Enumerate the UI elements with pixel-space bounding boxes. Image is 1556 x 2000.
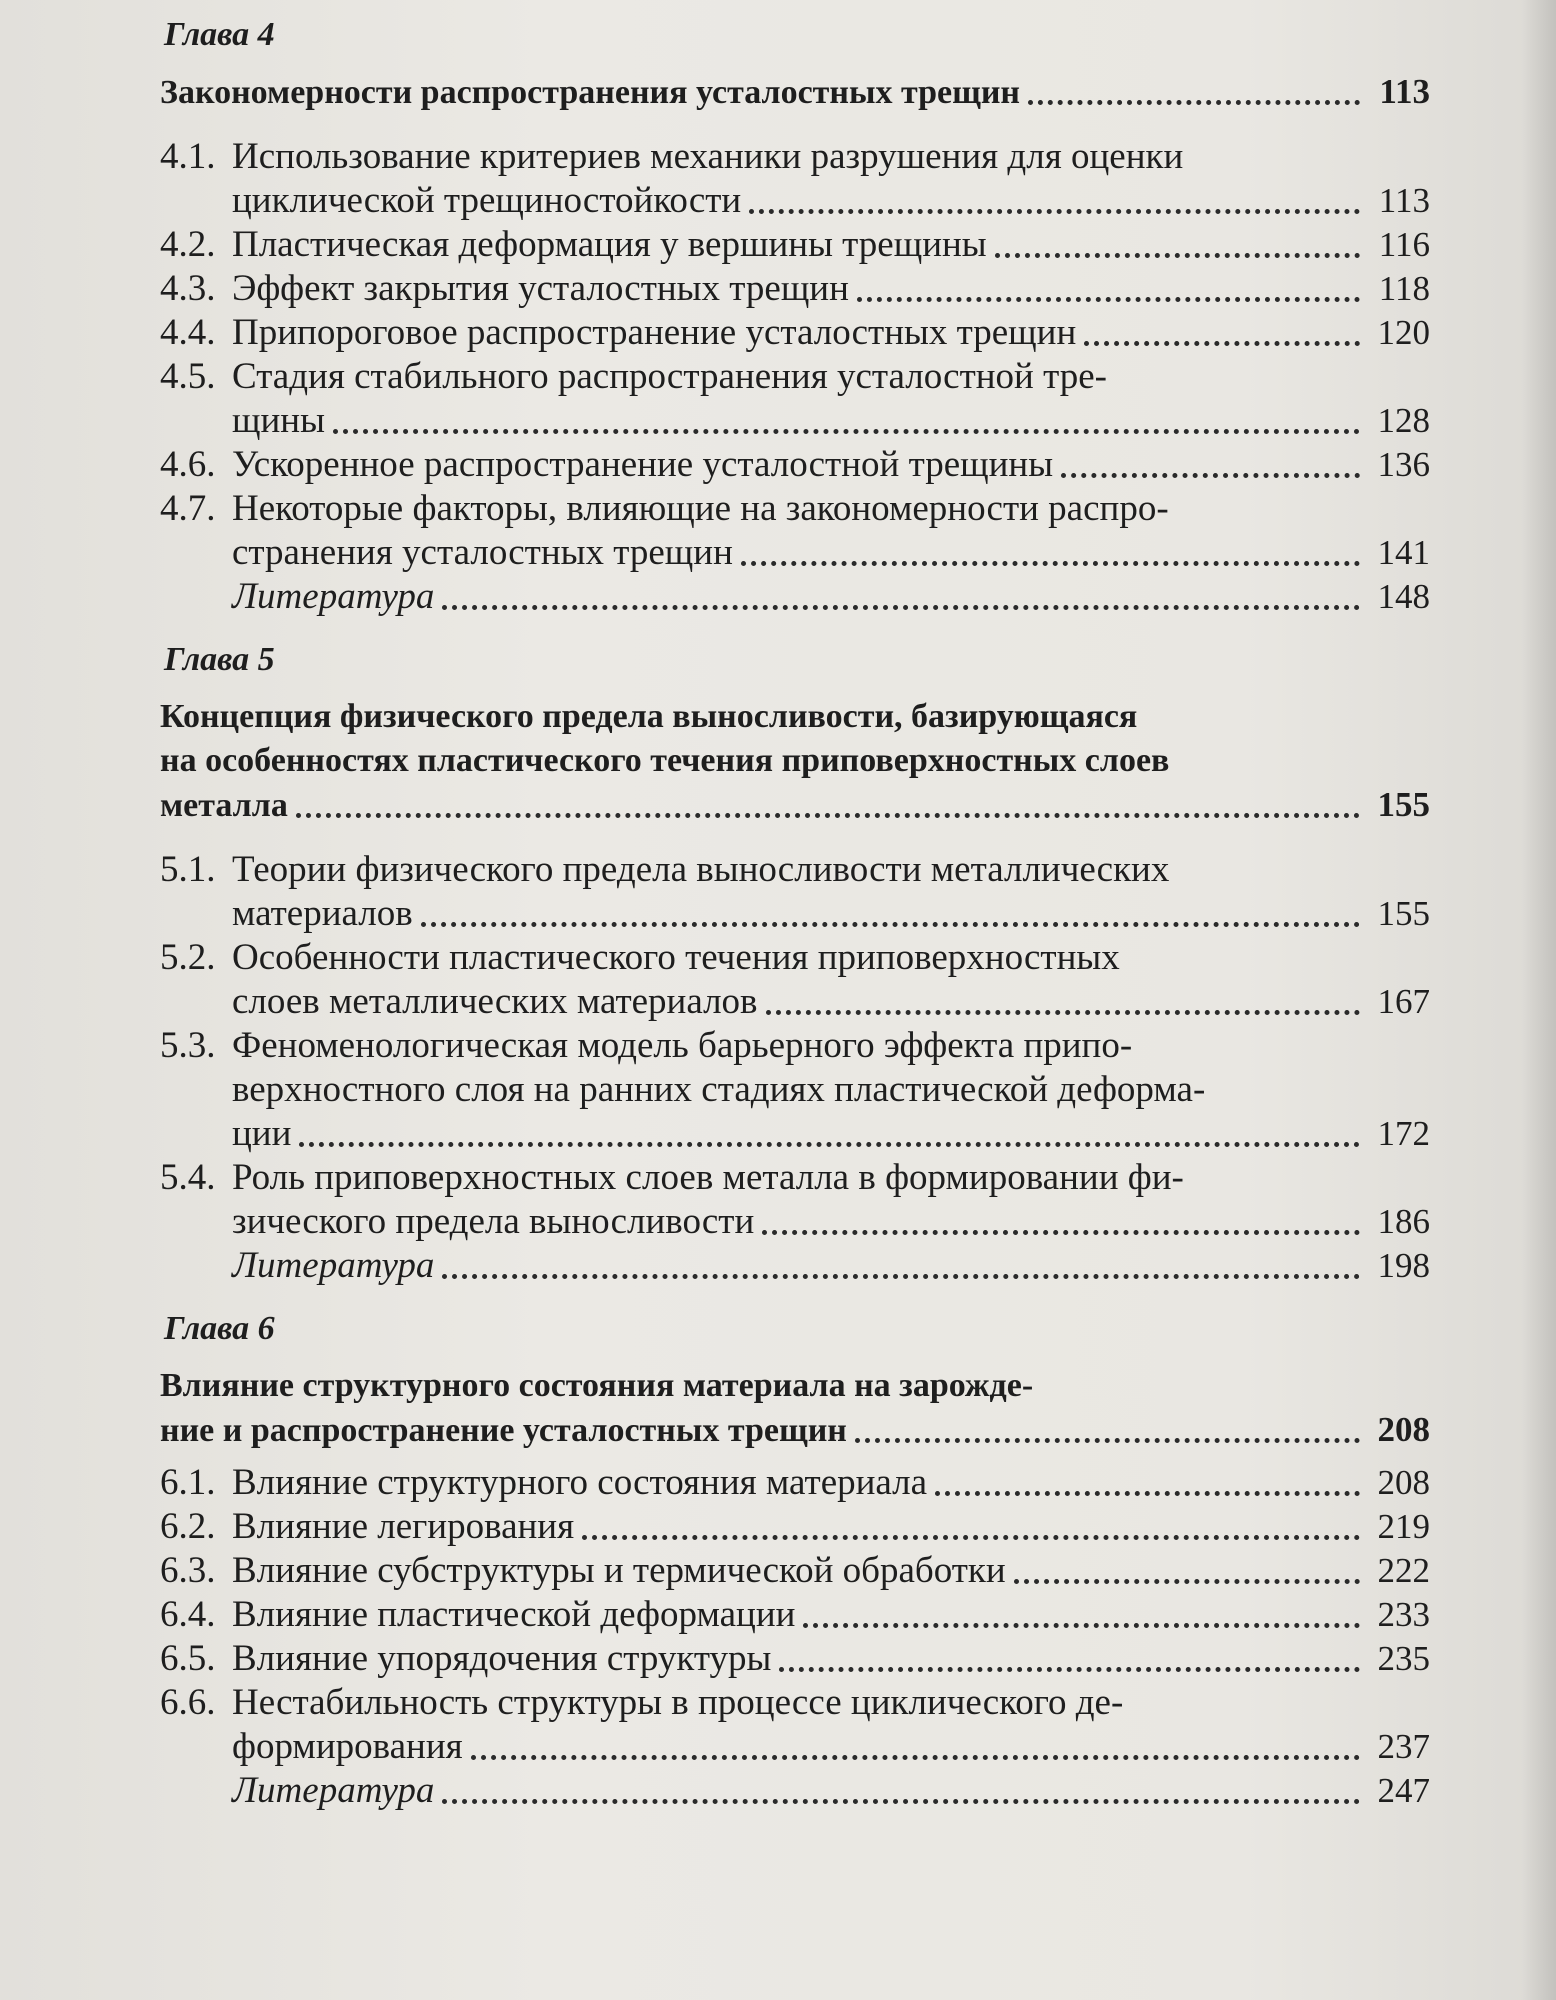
toc-entry: [160, 355, 1430, 399]
toc-entry-continuation: [160, 399, 1430, 443]
section-title: Стадия стабильного распространения усталостной тре-: [232, 356, 1107, 397]
chapter-title-line: [160, 1364, 1430, 1408]
table-of-contents: [160, 14, 1430, 1813]
toc-entry-continuation: [160, 1200, 1430, 1244]
leader-dots: [1061, 473, 1360, 478]
toc-entry: [160, 1637, 1430, 1681]
toc-entry: [160, 223, 1430, 267]
leader-dots: [471, 1755, 1360, 1760]
section-title: верхностного слоя на ранних стадиях пластической деформа-: [232, 1069, 1206, 1110]
page-number: 237: [1377, 1727, 1430, 1766]
page-number: 113: [1379, 72, 1430, 111]
toc-literature-entry: [160, 1769, 1430, 1813]
page-number: 113: [1378, 181, 1430, 220]
leader-dots: [421, 922, 1360, 927]
toc-entry: [160, 487, 1430, 531]
section-title: Ускоренное распространение усталостной трещины: [232, 444, 1054, 485]
section-title: циклической трещиностойкости: [232, 180, 742, 221]
section-title: материалов: [232, 893, 413, 934]
chapter-title: Концепция физического предела выносливости, базирующаяся: [160, 698, 1138, 735]
toc-entry: [160, 1156, 1430, 1200]
leader-dots: [749, 209, 1360, 214]
leader-dots: [442, 1799, 1360, 1804]
chapter-title-line: [160, 1408, 1430, 1453]
section-title: Влияние легирования: [232, 1506, 575, 1547]
section-title: Особенности пластического течения приповерхностных: [232, 937, 1120, 978]
section-number: 6.5.: [160, 1638, 216, 1679]
leader-dots: [442, 1274, 1360, 1279]
section-number: 5.2.: [160, 937, 216, 978]
page-number: 235: [1377, 1639, 1430, 1678]
chapter-label: Глава 4: [164, 16, 275, 53]
page-number: 219: [1377, 1507, 1430, 1546]
page-number: 116: [1378, 225, 1430, 264]
toc-entry-continuation: [160, 892, 1430, 936]
page-number: 167: [1377, 982, 1430, 1021]
section-number: 5.3.: [160, 1025, 216, 1066]
section-title: Влияние структурного состояния материала: [232, 1462, 928, 1503]
page-number: 198: [1377, 1246, 1430, 1285]
leader-dots: [741, 561, 1360, 566]
literature-label: Литература: [232, 576, 435, 617]
section-number: 5.4.: [160, 1157, 216, 1198]
page-number: 233: [1377, 1595, 1430, 1634]
section-title: зического предела выносливости: [232, 1201, 755, 1242]
page-number: 136: [1377, 445, 1430, 484]
page-number: 208: [1377, 1463, 1430, 1502]
toc-entry: [160, 1549, 1430, 1593]
section-number: 4.3.: [160, 268, 216, 309]
leader-dots: [762, 1230, 1360, 1235]
toc-entry: [160, 1461, 1430, 1505]
chapter-label: Глава 5: [164, 641, 275, 678]
section-title: Феноменологическая модель барьерного эффекта припо-: [232, 1025, 1133, 1066]
page-number: 222: [1377, 1551, 1430, 1590]
page-number: 155: [1377, 894, 1430, 933]
page-number: 186: [1377, 1202, 1430, 1241]
toc-entry: [160, 135, 1430, 179]
leader-dots: [1084, 341, 1360, 346]
page-number: 208: [1377, 1410, 1430, 1449]
leader-dots: [766, 1010, 1360, 1015]
page-number: 247: [1377, 1771, 1430, 1810]
leader-dots: [1014, 1579, 1360, 1584]
section-number: 4.1.: [160, 136, 216, 177]
toc-entry-continuation: [160, 1068, 1430, 1112]
section-title: формирования: [232, 1726, 463, 1767]
section-number: 6.3.: [160, 1550, 216, 1591]
toc-entry-continuation: [160, 179, 1430, 223]
literature-label: Литература: [232, 1770, 435, 1811]
leader-dots: [855, 1438, 1360, 1443]
chapter-title-line: [160, 739, 1430, 783]
leader-dots: [803, 1623, 1360, 1628]
chapter-title: Закономерности распространения усталостных трещин: [160, 74, 1020, 111]
toc-literature-entry: [160, 1244, 1430, 1288]
section-title: странения усталостных трещин: [232, 532, 733, 573]
page-number: 118: [1378, 269, 1430, 308]
chapter-title-line: [160, 695, 1430, 739]
section-title: Влияние субструктуры и термической обработки: [232, 1550, 1006, 1591]
section-title: ции: [232, 1113, 292, 1154]
section-number: 6.4.: [160, 1594, 216, 1635]
section-number: 4.2.: [160, 224, 216, 265]
toc-entry: [160, 267, 1430, 311]
leader-dots: [995, 253, 1360, 258]
page-number: 172: [1377, 1114, 1430, 1153]
leader-dots: [857, 297, 1360, 302]
toc-entry-continuation: [160, 1725, 1430, 1769]
page-number: 148: [1377, 577, 1430, 616]
section-number: 4.4.: [160, 312, 216, 353]
toc-entry-continuation: [160, 531, 1430, 575]
toc-entry: [160, 443, 1430, 487]
leader-dots: [442, 605, 1360, 610]
toc-entry: [160, 1593, 1430, 1637]
chapter-title-line: [160, 783, 1430, 828]
toc-entry-continuation: [160, 1112, 1430, 1156]
leader-dots: [299, 1142, 1360, 1147]
section-title: щины: [232, 400, 325, 441]
section-title: Влияние пластической деформации: [232, 1594, 796, 1635]
toc-entry: [160, 936, 1430, 980]
page-number: 155: [1377, 785, 1430, 824]
section-title: Нестабильность структуры в процессе циклического де-: [232, 1682, 1124, 1723]
toc-literature-entry: [160, 575, 1430, 619]
section-title: Использование критериев механики разрушения для оценки: [232, 136, 1184, 177]
leader-dots: [296, 813, 1360, 818]
toc-entry: [160, 1024, 1430, 1068]
page-number: 128: [1377, 401, 1430, 440]
section-title: слоев металлических материалов: [232, 981, 758, 1022]
toc-entry: [160, 311, 1430, 355]
leader-dots: [1028, 100, 1360, 105]
section-title: Пластическая деформация у вершины трещины: [232, 224, 987, 265]
chapter-title: металла: [160, 787, 288, 824]
section-title: Влияние упорядочения структуры: [232, 1638, 772, 1679]
toc-entry: [160, 1505, 1430, 1549]
section-title: Припороговое распространение усталостных трещин: [232, 312, 1077, 353]
chapter-title: Влияние структурного состояния материала на зарожде-: [160, 1367, 1034, 1404]
section-number: 6.6.: [160, 1682, 216, 1723]
section-number: 5.1.: [160, 849, 216, 890]
section-title: Эффект закрытия усталостных трещин: [232, 268, 849, 309]
toc-entry: [160, 848, 1430, 892]
section-number: 6.1.: [160, 1462, 216, 1503]
section-number: 4.6.: [160, 444, 216, 485]
toc-entry: [160, 1681, 1430, 1725]
leader-dots: [582, 1535, 1360, 1540]
section-title: Роль приповерхностных слоев металла в формировании фи-: [232, 1157, 1184, 1198]
chapter-title: ние и распространение усталостных трещин: [160, 1412, 847, 1449]
toc-entry-continuation: [160, 980, 1430, 1024]
page-number: 120: [1377, 313, 1430, 352]
leader-dots: [333, 429, 1360, 434]
section-title: Некоторые факторы, влияющие на закономерности распро-: [232, 488, 1169, 529]
section-number: 4.5.: [160, 356, 216, 397]
leader-dots: [779, 1667, 1360, 1672]
chapter-label: Глава 6: [164, 1310, 275, 1347]
literature-label: Литература: [232, 1245, 435, 1286]
chapter-title-line: [160, 70, 1430, 115]
section-title: Теории физического предела выносливости металлических: [232, 849, 1170, 890]
section-number: 4.7.: [160, 488, 216, 529]
leader-dots: [935, 1491, 1360, 1496]
chapter-title: на особенностях пластического течения приповерхностных слоев: [160, 742, 1170, 779]
page-number: 141: [1377, 533, 1430, 572]
section-number: 6.2.: [160, 1506, 216, 1547]
